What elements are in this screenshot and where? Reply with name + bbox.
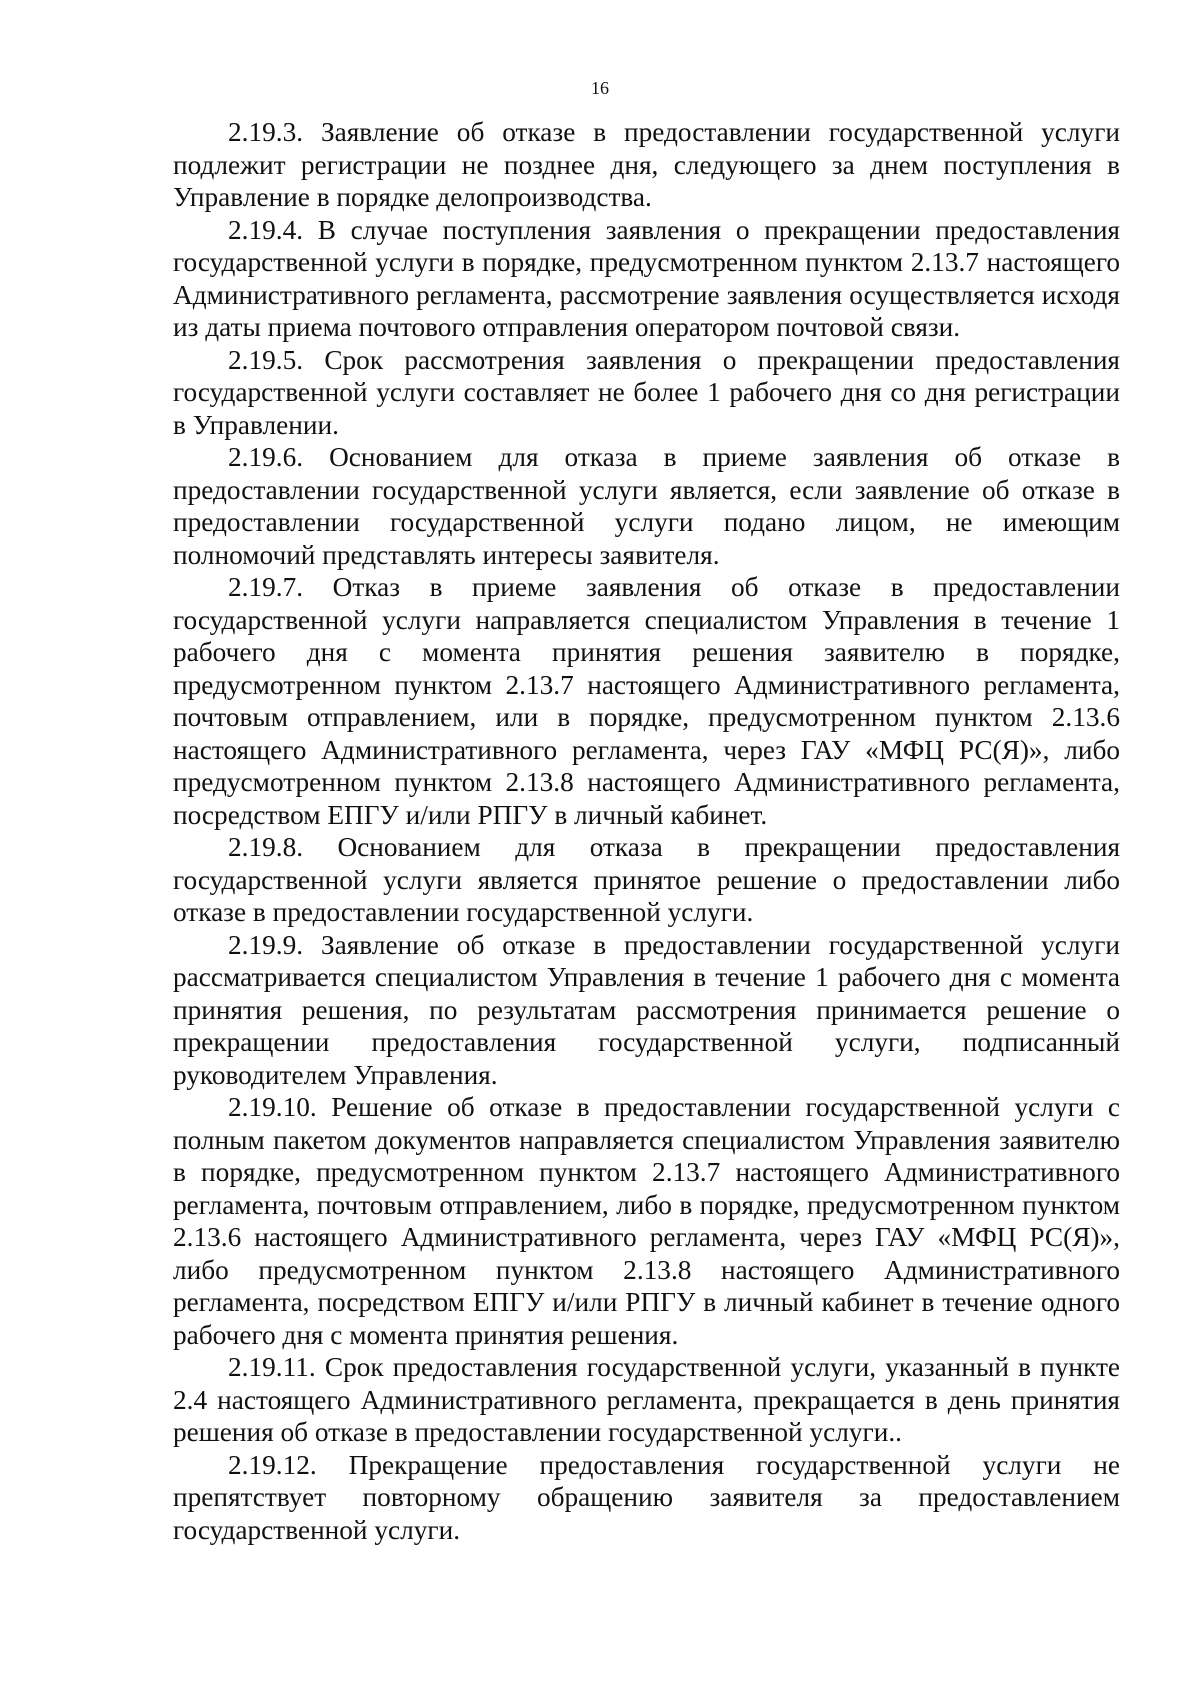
paragraph-2-19-4: 2.19.4. В случае поступления заявления о прекращении предоставления государственной услуги в порядке, предусмотренном пунктом 2.13.7 настоящего Административного регламента, рассмотрение заявления осуществляется исходя из даты приема почтового отправления оператором почтовой связи.	[173, 214, 1120, 342]
paragraph-2-19-8: 2.19.8. Основанием для отказа в прекращении предоставления государственной услуги является принятое решение о предоставлении либо отказе в предоставлении государственной услуги.	[173, 832, 1120, 927]
paragraph-2-19-5: 2.19.5. Срок рассмотрения заявления о прекращении предоставления государственной услуги составляет не более 1 рабочего дня со дня регистрации в Управлении.	[173, 344, 1120, 440]
page-number: 16	[591, 78, 609, 98]
paragraph-2-19-6: 2.19.6. Основанием для отказа в приеме заявления об отказе в предоставлении государственной услуги является, если заявление об отказе в предоставлении государственной услуги подано лицом, не имеющим полномочий представлять интересы заявителя.	[173, 442, 1120, 570]
paragraph-2-19-11: 2.19.11. Срок предоставления государственной услуги, указанный в пункте 2.4 настоящего Административного регламента, прекращается в день принятия решения об отказе в предоставлении государственной услуги..	[173, 1352, 1120, 1447]
paragraph-2-19-12: 2.19.12. Прекращение предоставления государственной услуги не препятствует повторному обращению заявителя за предоставлением государственной услуги.	[173, 1449, 1120, 1545]
paragraph-2-19-7: 2.19.7. Отказ в приеме заявления об отказе в предоставлении государственной услуги направляется специалистом Управления в течение 1 рабочего дня с момента принятия решения заявителю в порядке, предусмотренном пунктом 2.13.7 настоящего Административного регламента, почтовым отправлением, или в порядке, предусмотренном пунктом 2.13.6 настоящего Административного регламента, через ГАУ «МФЦ РС(Я)», либо предусмотренном пунктом 2.13.8 настоящего Административного регламента, посредством ЕПГУ и/или РПГУ в личный кабинет.	[173, 572, 1120, 830]
paragraph-2-19-9: 2.19.9. Заявление об отказе в предоставлении государственной услуги рассматривается специалистом Управления в течение 1 рабочего дня с момента принятия решения, по результатам рассмотрения принимается решение о прекращении предоставления государственной услуги, подписанный руководителем Управления.	[173, 929, 1120, 1090]
paragraph-2-19-10: 2.19.10. Решение об отказе в предоставлении государственной услуги с полным пакетом документов направляется специалистом Управления заявителю в порядке, предусмотренном пунктом 2.13.7 настоящего Административного регламента, почтовым отправлением, либо в порядке, предусмотренном пунктом 2.13.6 настоящего Административного регламента, через ГАУ «МФЦ РС(Я)», либо предусмотренном пунктом 2.13.8 настоящего Административного регламента, посредством ЕПГУ и/или РПГУ в личный кабинет в течение одного рабочего дня с момента принятия решения.	[173, 1092, 1120, 1350]
paragraph-2-19-3: 2.19.3. Заявление об отказе в предоставлении государственной услуги подлежит регистрации не позднее дня, следующего за днем поступления в Управление в порядке делопроизводства.	[173, 117, 1120, 212]
document-body	[173, 116, 1120, 1546]
